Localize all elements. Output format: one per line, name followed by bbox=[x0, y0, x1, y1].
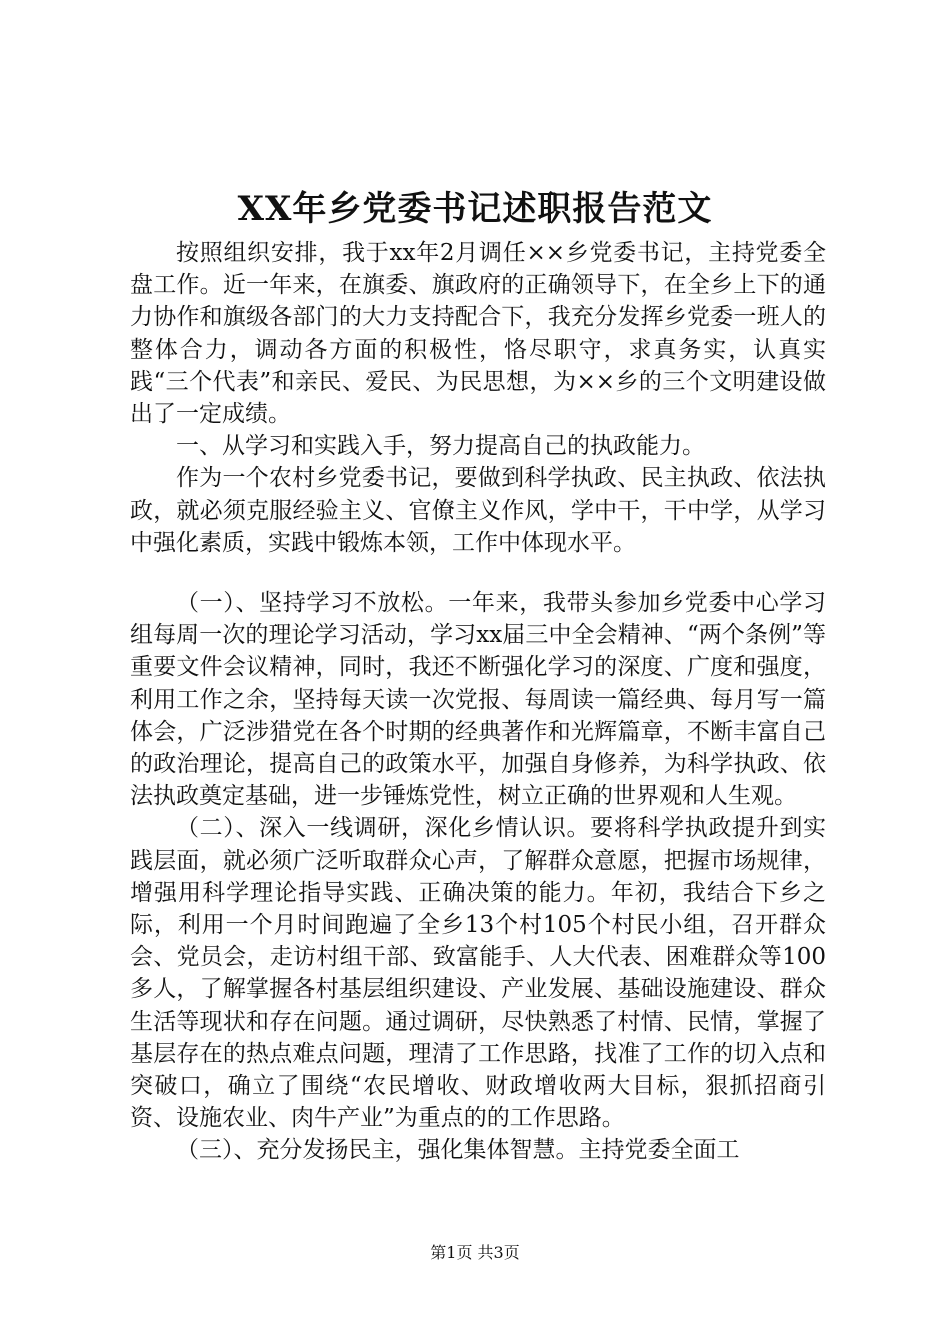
paragraph-intro: 按照组织安排，我于xx年2月调任××乡党委书记，主持党委全盘工作。近一年来，在旗委、旗政府的正确领导下，在全乡上下的通力协作和旗级各部门的大力支持配合下，我充分发挥乡党委一班人的整体合力，调动各方面的积极性，恪尽职守，求真务实，认真实践“三个代表”和亲民、爱民、为民思想，为××乡的三个文明建设做出了一定成绩。 bbox=[130, 240, 826, 428]
paragraph-subsection-3: （三）、充分发扬民主，强化集体智慧。主持党委全面工 bbox=[176, 1137, 740, 1164]
paragraph-subsection-1: （一）、坚持学习不放松。一年来，我带头参加乡党委中心学习组每周一次的理论学习活动，学习xx届三中全会精神、“两个条例”等重要文件会议精神，同时，我还不断强化学习的深度、广度和强度，利用工作之余，坚持每天读一次党报、每周读一篇经典、每月写一篇体会，广泛涉猎党在各个时期的经典著作和光辉篇章，不断丰富自己的政治理论，提高自己的政策水平，加强自身修养，为科学执政、依法执政奠定基础，进一步锤炼党性，树立正确的世界观和人生观。 bbox=[130, 590, 826, 810]
section-heading-1: 一、从学习和实践入手，努力提高自己的执政能力。 bbox=[176, 433, 705, 460]
paragraph-subsection-2: （二）、深入一线调研，深化乡情认识。要将科学执政提升到实践层面，就必须广泛听取群众心声，了解群众意愿，把握市场规律，增强用科学理论指导实践、正确决策的能力。年初，我结合下乡之际，利用一个月时间跑遍了全乡13个村105个村民小组，召开群众会、党员会，走访村组干部、致富能手、人大代表、困难群众等100多人，了解掌握各村基层组织建设、产业发展、基础设施建设、群众生活等现状和存在问题。通过调研，尽快熟悉了村情、民情，掌握了基层存在的热点难点问题，理清了工作思路，找准了工作的切入点和突破口，确立了围绕“农民增收、财政增收两大目标，狠抓招商引资、设施农业、肉牛产业”为重点的的工作思路。 bbox=[130, 815, 826, 1132]
document-body bbox=[130, 237, 826, 1167]
document-title: XX年乡党委书记述职报告范文 bbox=[237, 189, 713, 229]
paragraph-section-1: 作为一个农村乡党委书记，要做到科学执政、民主执政、依法执政，就必须克服经验主义、官僚主义作风，学中干，干中学，从学习中强化素质，实践中锻炼本领，工作中体现水平。 bbox=[130, 465, 826, 556]
page-footer: 第1页 共3页 bbox=[430, 1243, 520, 1262]
